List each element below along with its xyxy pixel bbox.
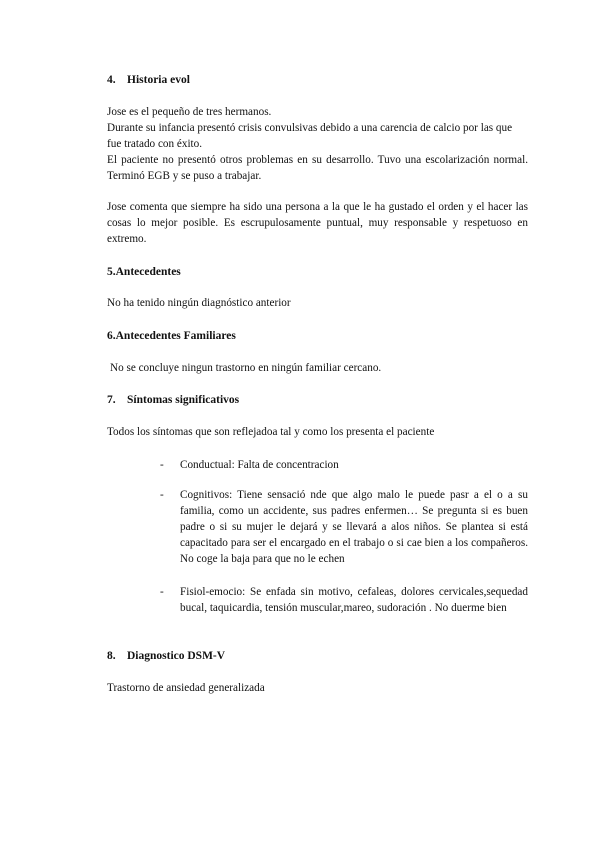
- sintomas-intro: Todos los síntomas que son reflejadoa tal y como los presenta el paciente: [107, 426, 435, 438]
- section-5-heading: 5.Antecedentes: [107, 266, 181, 278]
- symptom-text: Fisiol-emocio: Se enfada sin motivo, cefaleas, dolores cervicales,sequedad bucal, taquicardia, tensión muscular,mareo, sudoración . No duerme bien: [180, 586, 528, 614]
- bullet-dash: -: [160, 459, 164, 471]
- bullet-dash: -: [160, 586, 164, 598]
- historia-line-1: Jose es el pequeño de tres hermanos.: [107, 106, 272, 118]
- antecedentes-text: No ha tenido ningún diagnóstico anterior: [107, 297, 291, 309]
- section-7-heading: 7. Síntomas significativos: [107, 394, 240, 406]
- section-8-heading: 8. Diagnostico DSM-V: [107, 650, 226, 662]
- bullet-dash: -: [160, 489, 164, 501]
- familiares-text: No se concluye ningun trastorno en ningún familiar cercano.: [110, 362, 382, 374]
- historia-paragraph-2: Jose comenta que siempre ha sido una persona a la que le ha gustado el orden y el hacer las cosas lo mejor posible. Es escrupulosamente puntual, muy responsable y respetuoso en extremo.: [107, 201, 528, 245]
- section-4-heading: 4. Historia evol: [107, 74, 190, 86]
- historia-line-2: Durante su infancia presentó crisis convulsivas debido a una carencia de calcio por las que fue tratado con éxito.: [107, 122, 513, 150]
- symptom-text: Conductual: Falta de concentracion: [180, 459, 339, 471]
- historia-line-3: El paciente no presentó otros problemas en su desarrollo. Tuvo una escolarización normal. Terminó EGB y se puso a trabajar.: [107, 154, 528, 182]
- diagnostico-text: Trastorno de ansiedad generalizada: [107, 682, 265, 694]
- section-6-heading: 6.Antecedentes Familiares: [107, 330, 236, 342]
- symptom-text: Cognitivos: Tiene sensació nde que algo malo le puede pasr a el o a su familia, como un accidente, sus padres enfermen… Se pregunta si es buen padre o si su mujer le dejará y se llevará a alos niños. Se plantea si está capacitado para ser el encargado en el trabajo o si cae bien a los compañeros. No coge la baja para que no le echen: [180, 489, 528, 565]
